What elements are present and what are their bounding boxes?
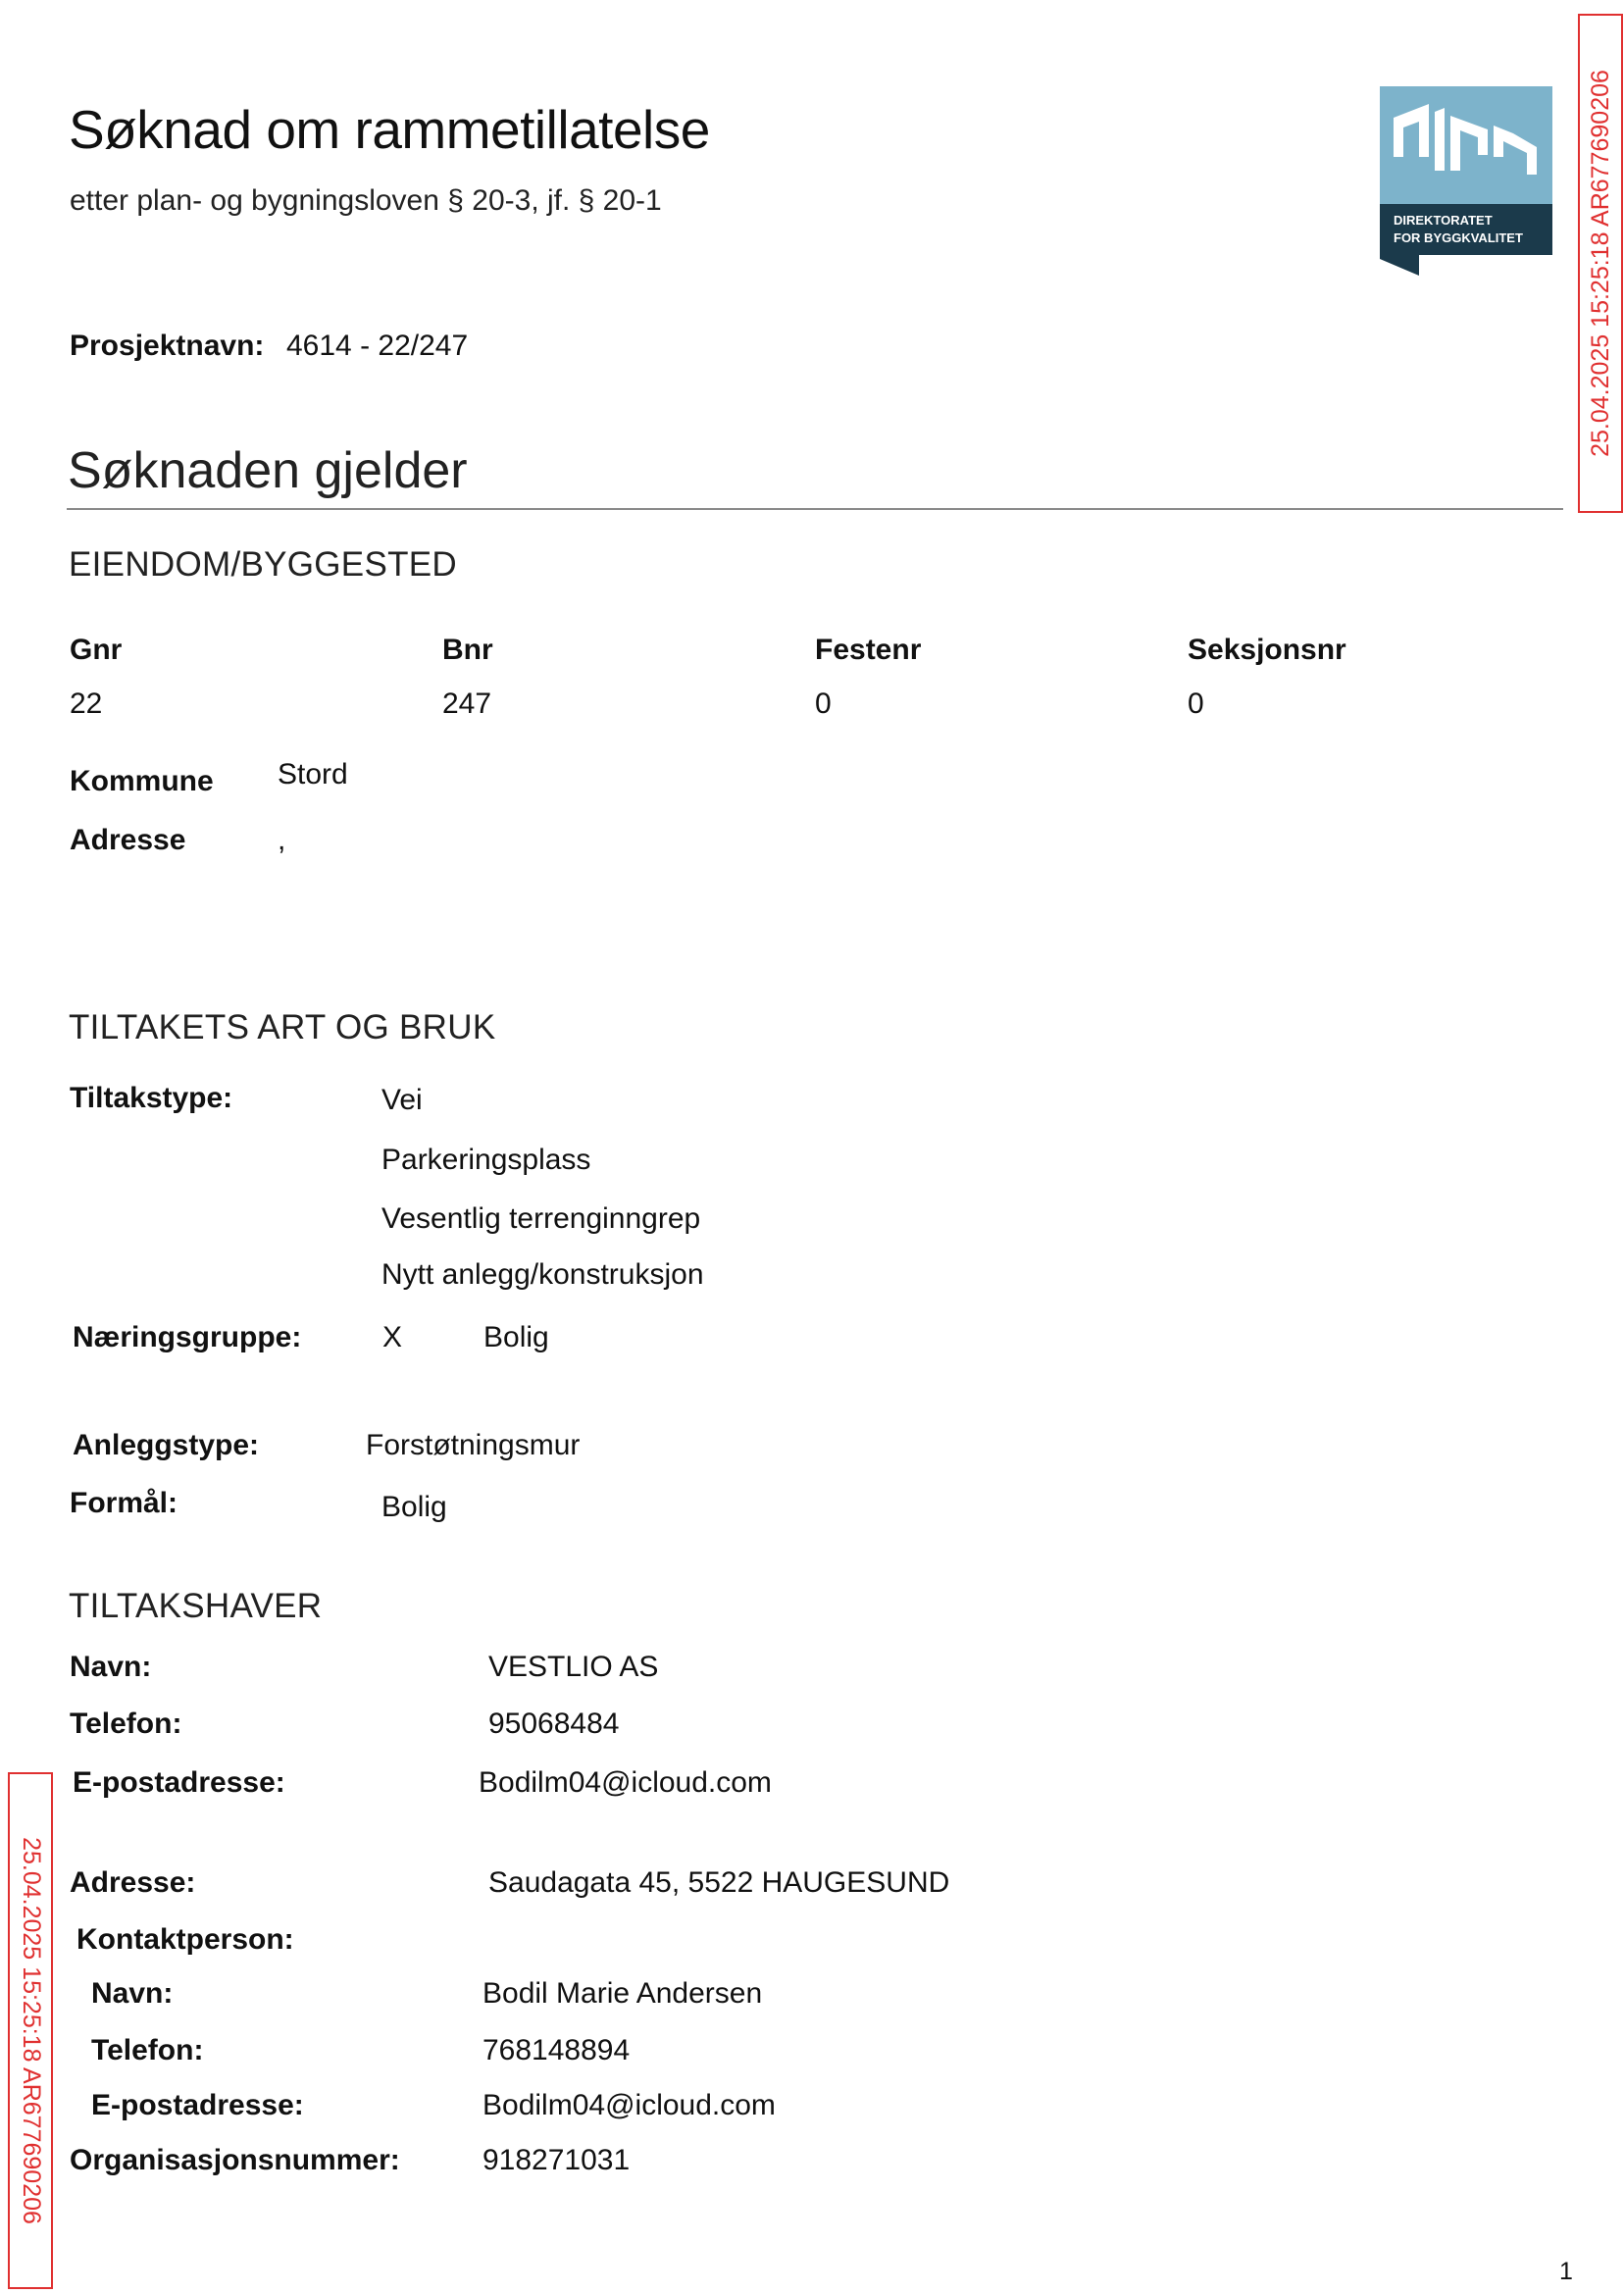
tiltakshaver-adresse-value: Saudagata 45, 5522 HAUGESUND bbox=[488, 1866, 950, 1899]
bnr-value: 247 bbox=[442, 688, 492, 720]
kontakt-navn-label: Navn: bbox=[91, 1977, 174, 2010]
kontakt-telefon-label: Telefon: bbox=[91, 2034, 204, 2066]
section-title: Søknaden gjelder bbox=[68, 442, 468, 499]
navn-label: Navn: bbox=[70, 1651, 152, 1683]
festenr-value: 0 bbox=[815, 688, 832, 720]
telefon-label: Telefon: bbox=[70, 1708, 182, 1740]
telefon-value: 95068484 bbox=[488, 1708, 620, 1740]
dibk-logo bbox=[1380, 86, 1552, 276]
timestamp-stamp-left bbox=[8, 1772, 53, 2289]
stamp-text: 25.04.2025 15:25:18 AR677690206 bbox=[17, 1837, 45, 2224]
seksjonsnr-value: 0 bbox=[1188, 688, 1204, 720]
naeringsgruppe-code: X bbox=[382, 1321, 403, 1353]
timestamp-stamp-right bbox=[1578, 14, 1623, 513]
gnr-value: 22 bbox=[70, 688, 103, 720]
kommune-label: Kommune bbox=[70, 765, 214, 797]
kontakt-epost-label: E-postadresse: bbox=[91, 2089, 304, 2121]
adresse-value: , bbox=[278, 824, 286, 856]
navn-value: VESTLIO AS bbox=[488, 1651, 659, 1683]
tiltakstype-item: Parkeringsplass bbox=[381, 1144, 591, 1176]
anleggstype-value: Forstøtningsmur bbox=[366, 1429, 581, 1461]
page-number: 1 bbox=[1559, 2258, 1573, 2285]
kontakt-epost-value: Bodilm04@icloud.com bbox=[482, 2089, 776, 2121]
seksjonsnr-label: Seksjonsnr bbox=[1188, 634, 1346, 666]
tiltakshaver-heading: TILTAKSHAVER bbox=[69, 1587, 323, 1625]
naeringsgruppe-value: Bolig bbox=[483, 1321, 549, 1353]
tiltak-heading: TILTAKETS ART OG BRUK bbox=[69, 1008, 496, 1046]
kontaktperson-label: Kontaktperson: bbox=[76, 1923, 294, 1956]
bnr-label: Bnr bbox=[442, 634, 493, 666]
orgnr-value: 918271031 bbox=[482, 2144, 631, 2176]
tiltakshaver-adresse-label: Adresse: bbox=[70, 1866, 196, 1899]
kontakt-navn-value: Bodil Marie Andersen bbox=[482, 1977, 763, 2010]
gnr-label: Gnr bbox=[70, 634, 123, 666]
svg-text:DIREKTORATET: DIREKTORATET bbox=[1394, 213, 1493, 228]
page-subtitle: etter plan- og bygningsloven § 20-3, jf. § 20-1 bbox=[70, 184, 662, 217]
orgnr-label: Organisasjonsnummer: bbox=[70, 2144, 400, 2176]
epost-value: Bodilm04@icloud.com bbox=[479, 1766, 772, 1799]
project-label: Prosjektnavn: bbox=[70, 330, 265, 362]
anleggstype-label: Anleggstype: bbox=[73, 1429, 260, 1461]
eiendom-heading: EIENDOM/BYGGESTED bbox=[69, 545, 457, 584]
building-logo-icon bbox=[1380, 86, 1552, 276]
tiltakstype-label: Tiltakstype: bbox=[70, 1082, 233, 1114]
page-title: Søknad om rammetillatelse bbox=[69, 99, 710, 160]
kontakt-telefon-value: 768148894 bbox=[482, 2034, 631, 2066]
naeringsgruppe-label: Næringsgruppe: bbox=[73, 1321, 302, 1353]
adresse-label: Adresse bbox=[70, 824, 186, 856]
tiltakstype-item: Vesentlig terrenginngrep bbox=[381, 1202, 701, 1235]
stamp-text: 25.04.2025 15:25:18 AR677690206 bbox=[1586, 70, 1614, 457]
tiltakstype-item: Nytt anlegg/konstruksjon bbox=[381, 1258, 704, 1291]
formal-value: Bolig bbox=[381, 1491, 447, 1523]
tiltakstype-item: Vei bbox=[381, 1084, 423, 1116]
section-divider bbox=[67, 508, 1563, 510]
kommune-value: Stord bbox=[278, 758, 348, 790]
festenr-label: Festenr bbox=[815, 634, 922, 666]
svg-text:FOR BYGGKVALITET: FOR BYGGKVALITET bbox=[1394, 230, 1523, 245]
epost-label: E-postadresse: bbox=[73, 1766, 285, 1799]
project-value: 4614 - 22/247 bbox=[286, 330, 469, 362]
formal-label: Formål: bbox=[70, 1487, 178, 1519]
